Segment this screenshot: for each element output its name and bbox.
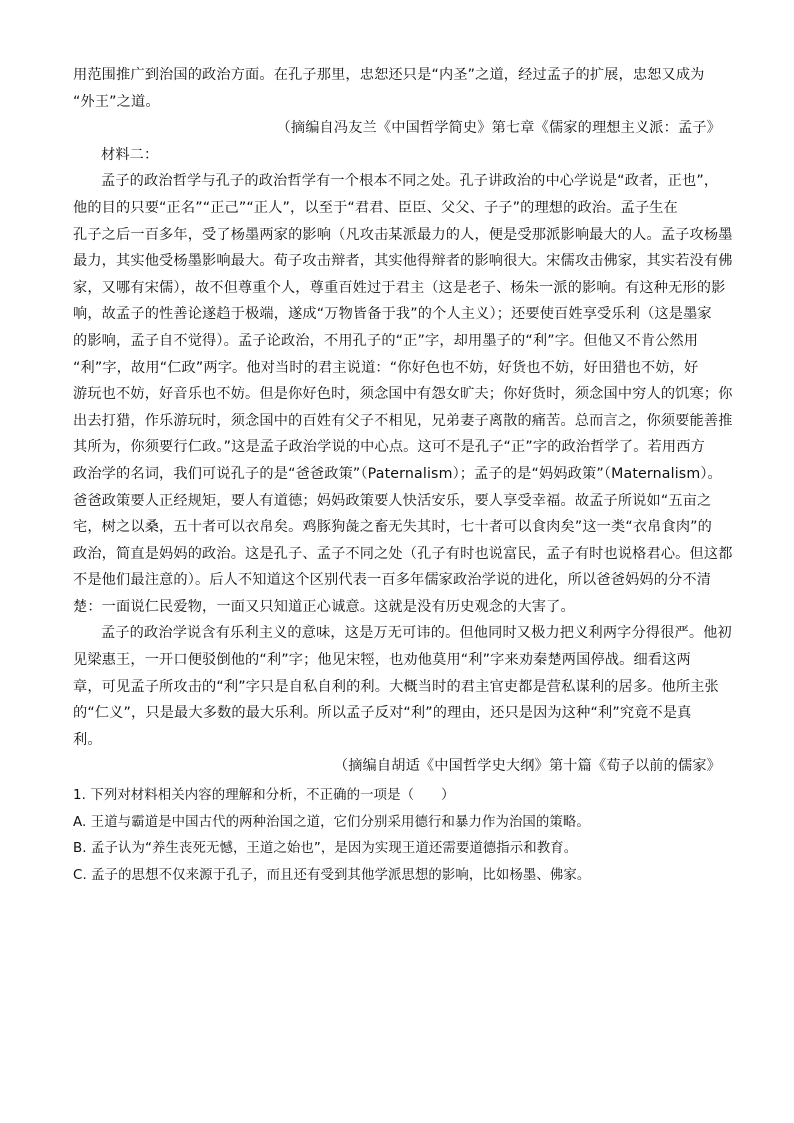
question-stem: 1. 下列对材料相关内容的理解和分析，不正确的一项是（ ）	[73, 788, 455, 804]
text-line: 楚：一面说仁民爱物，一面又只知道正心诚意。这就是没有历史观念的大害了。	[73, 598, 575, 615]
text-line: 见梁惠王，一开口便驳倒他的“利”字；他见宋牼，也劝他莫用“利”字来劝秦楚两国停战。细看这两	[73, 652, 691, 669]
text-line: 孟子的政治学说含有乐利主义的意味，这是万无可讳的。但他同时又极力把义利两字分得很严。他初	[101, 625, 732, 642]
text-line: 的影响，孟子自不觉得）。孟子论政治，不用孔子的“正”字，却用墨子的“利”字。但他又不肯公然用	[73, 332, 699, 349]
source-citation-2: （摘编自胡适《中国哲学史大纲》第十篇《荀子以前的儒家》	[333, 758, 721, 775]
option-c: C. 孟子的思想不仅来源于孔子，而且还有受到其他学派思想的影响，比如杨墨、佛家。	[73, 867, 591, 883]
text-line: 宅，树之以桑，五十者可以衣帛矣。鸡豚狗彘之畜无失其时，七十者可以食肉矣”这一类“衣帛食肉”的	[73, 519, 713, 536]
text-line: “利”字，故用“仁政”两字。他对当时的君主说道：“你好色也不妨，好货也不妨，好田猎也不妨，好	[73, 359, 699, 376]
text-line: 政治，简直是妈妈的政治。这是孔子、孟子不同之处（孔子有时也说富民，孟子有时也说格君心。但这都	[73, 545, 733, 562]
question-block	[73, 783, 721, 889]
text-line: 他的目的只要“正名”“正己”“正人”，以至于“君君、臣臣、父父、子子”的理想的政治。孟子生在	[73, 199, 678, 216]
source-citation-1: （摘编自冯友兰《中国哲学简史》第七章《儒家的理想主义派：孟子》	[276, 120, 721, 137]
text-line: 用范围推广到治国的政治方面。在孔子那里，忠恕还只是“内圣”之道，经过孟子的扩展，忠恕又成为	[73, 67, 705, 83]
text-line: 的“仁义”，只是最大多数的最大乐利。所以孟子反对“利”的理由，还只是因为这种“利”究竟不是真	[73, 705, 692, 722]
text-line: 孔子之后一百多年，受了杨墨两家的影响（凡攻击某派最力的人，便是受那派影响最大的人。孟子攻杨墨	[73, 226, 733, 243]
text-line: 孟子的政治哲学与孔子的政治哲学有一个根本不同之处。孔子讲政治的中心学说是“政者，正也”，	[101, 173, 719, 190]
material-paragraph-1	[73, 168, 733, 620]
text-line: “外王”之道。	[73, 93, 160, 110]
text-line: 不是他们最注意的）。后人不知道这个区别代表一百多年儒家政治学说的进化，所以爸爸妈妈的分不清	[73, 572, 712, 589]
text-line: 家，又哪有宋儒），故不但尊重个人，尊重百姓过于君主（这是老子、杨朱一派的影响。有这种无形的影	[73, 279, 726, 296]
text-line: 政治学的名词，我们可说孔子的是“爸爸政策”（Paternalism）；孟子的是“妈妈政策”（Maternalism）。	[73, 465, 722, 482]
text-line: 爸爸政策要人正经规矩，要人有道德；妈妈政策要人快活安乐，要人享受幸福。故孟子所说如“五亩之	[73, 492, 712, 509]
text-line: 游玩也不妨，好音乐也不妨。但是你好色时，须念国中有怨女旷夫；你好货时，须念国中穷人的饥寒；你	[73, 386, 733, 403]
text-line: 章，可见孟子所攻击的“利”字只是自私自利的利。大概当时的君主官吏都是营私谋利的居多。他所主张	[73, 678, 719, 695]
material-paragraph-2	[73, 620, 732, 753]
text-line: 其所为，你须要行仁政。”这是孟子政治学说的中心点。这可不是孔子“正”字的政治哲学了。若用西方	[73, 439, 705, 456]
text-line: 响，故孟子的性善论遂趋于极端，遂成“万物皆备于我”的个人主义）；还要使百姓享受乐利（这是墨家	[73, 306, 712, 323]
text-line: 出去打猎，作乐游玩时，须念国中的百姓有父子不相见，兄弟妻子离散的痛苦。总而言之，你须要能善推	[73, 412, 733, 429]
intro-paragraph	[73, 62, 721, 115]
material-heading: 材料二：	[101, 146, 159, 163]
option-b: B. 孟子认为“养生丧死无憾，王道之始也”，是因为实现王道还需要道德指示和教育。	[73, 841, 578, 857]
text-line: 利。	[73, 731, 102, 748]
text-line: 最力，其实他受杨墨影响最大。荀子攻击辩者，其实他得辩者的影响很大。宋儒攻击佛家，其实若没有佛	[73, 253, 733, 270]
option-a: A. 王道与霸道是中国古代的两种治国之道，它们分别采用德行和暴力作为治国的策略。	[73, 814, 590, 830]
document-page	[73, 62, 733, 889]
